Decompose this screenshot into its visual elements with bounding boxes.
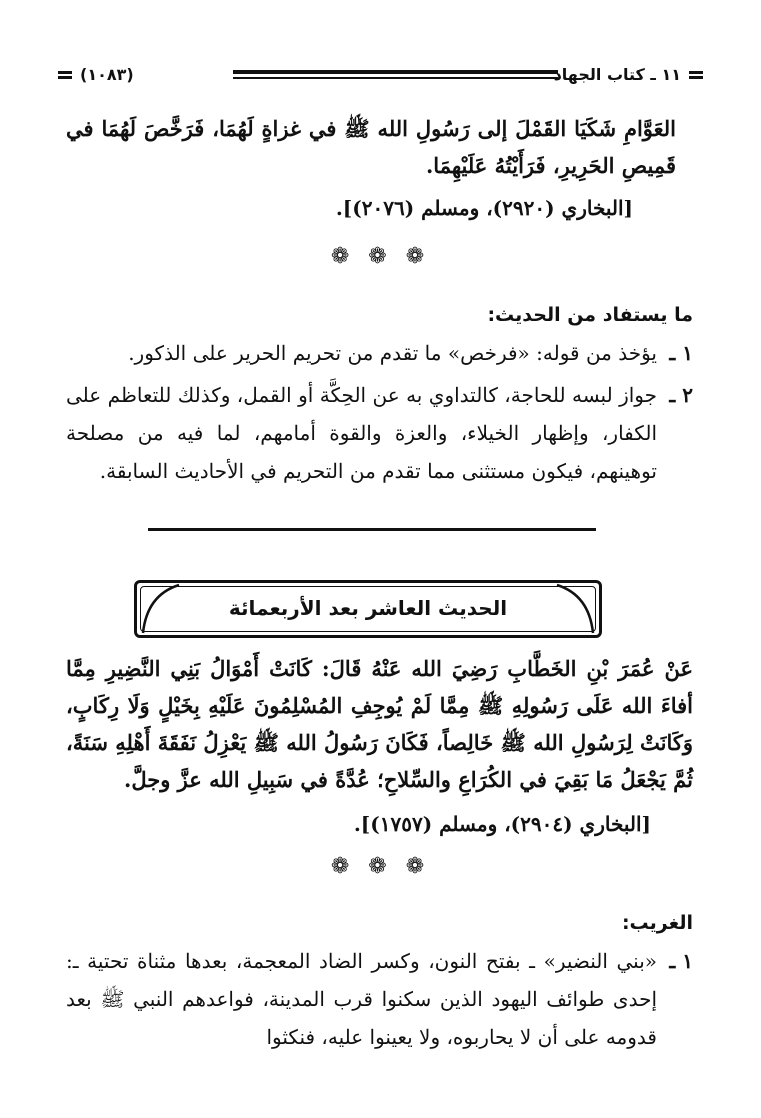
page-number: (١٠٨٣) bbox=[80, 65, 134, 84]
item-text: يؤخذ من قوله: «فرخص» ما تقدم من تحريم الحرير على الذكور. bbox=[128, 341, 657, 365]
item-number: ٢ ـ bbox=[669, 383, 693, 407]
hadith-continuation: العَوَّامِ شَكَيَا القَمْلَ إلى رَسُولِ الله ﷺ في غزاةٍ لَهُمَا، فَرَخَّصَ لَهُمَا في قَمِيصِ الحَرِيرِ، فَرَأَيْتُهُ عَلَيْهِمَا. bbox=[66, 116, 676, 178]
hadith-text: عَنْ عُمَرَ بْنِ الخَطَّابِ رَضِيَ الله عَنْهُ قَالَ: كَانَتْ أَمْوَالُ بَنِي النَّضِيرِ مِمَّا أفاءَ الله عَلَى رَسُولِهِ ﷺ مِمَّا لَمْ يُوجِفِ المُسْلِمُونَ عَلَيْهِ بِخَيْلٍ وَلَا رِكَابٍ، وَكَانَتْ لِرَسُولِ الله ﷺ خَالِصاً، فَكَانَ رَسُولُ الله ﷺ يَعْزِلُ نَفَقَةَ أَهْلِهِ سَنَةً، ثُمَّ يَجْعَلُ مَا بَقِيَ في الكُرَاعِ والسِّلاحِ؛ عُدَّةً في سَبِيلِ الله عزَّ وجلَّ. bbox=[66, 656, 693, 792]
hadith-reference: [البخاري (٢٩٢٠)، ومسلم (٢٠٧٦)]. bbox=[335, 196, 633, 220]
chapter-title: ١١ ـ كتاب الجهاد bbox=[553, 65, 681, 84]
separator-flowers: ❁ ❁ ❁ bbox=[330, 854, 431, 879]
header-rule bbox=[233, 70, 558, 79]
benefit-item bbox=[66, 376, 693, 490]
item-text: جواز لبسه للحاجة، كالتداوي به عن الحِكَّة أو القمل، وكذلك للتعاظم على الكفار، وإظهار الخيلاء، والعزة والقوة أمامهم، لما فيه من مصلحة توهينهم، فيكون مستثنى مما تقدم من التحريم في الأحاديث السابقة. bbox=[66, 383, 657, 483]
header-ornament bbox=[689, 71, 703, 79]
item-text: «بني النضير» ـ بفتح النون، وكسر الضاد المعجمة، بعدها مثناة تحتية ـ: إحدى طوائف اليهود الذين سكنوا قرب المدينة، فواعدهم النبي ﷺ بعد قدومه على أن لا يحاربوه، ولا يعينوا عليه، فنكثوا bbox=[66, 949, 657, 1049]
separator-flowers: ❁ ❁ ❁ bbox=[330, 244, 431, 269]
header-ornament bbox=[58, 71, 72, 79]
benefit-item bbox=[66, 334, 693, 372]
benefits-heading: ما يستفاد من الحديث: bbox=[487, 304, 693, 326]
gharib-heading: الغريب: bbox=[621, 912, 693, 934]
item-number: ١ ـ bbox=[669, 341, 693, 365]
section-title: الحديث العاشر بعد الأربعمائة bbox=[228, 596, 508, 620]
item-number: ١ ـ bbox=[669, 949, 693, 973]
gharib-item bbox=[66, 942, 693, 1056]
section-title-box bbox=[134, 580, 602, 638]
running-header bbox=[58, 62, 703, 88]
section-divider bbox=[148, 528, 596, 531]
hadith-reference: [البخاري (٢٩٠٤)، ومسلم (١٧٥٧)]. bbox=[353, 812, 651, 836]
